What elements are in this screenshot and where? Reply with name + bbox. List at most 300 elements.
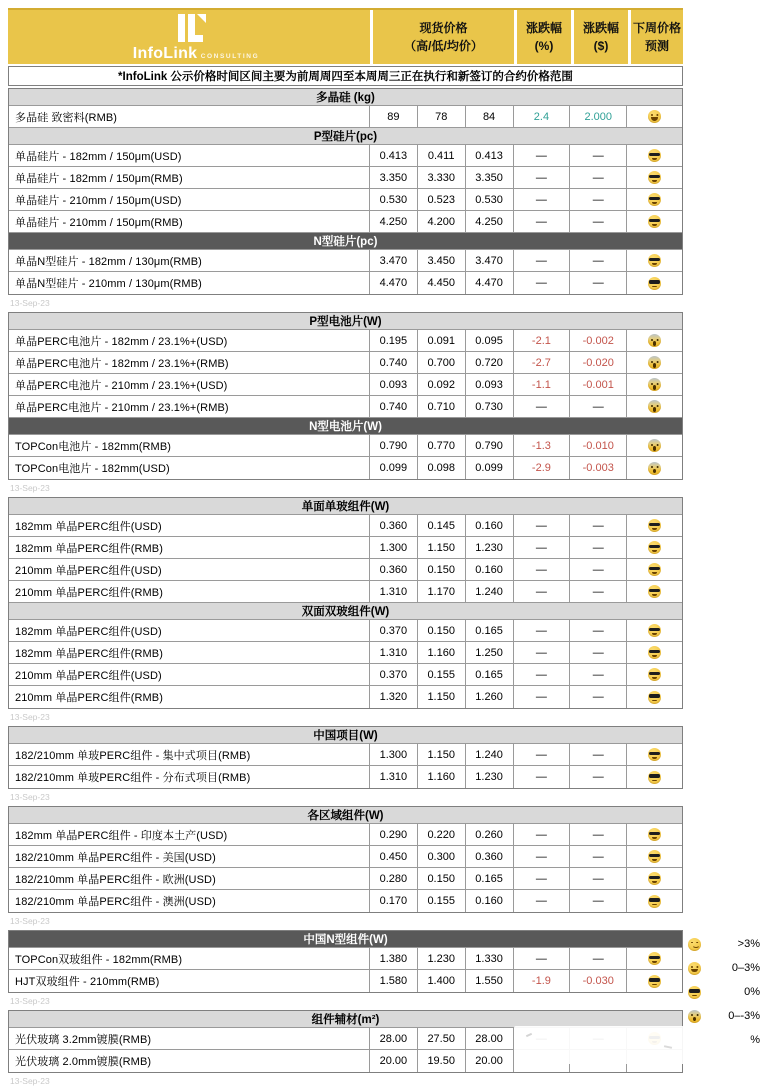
price-avg: 1.230: [466, 537, 514, 558]
emoji-cool-icon: [648, 771, 661, 784]
section-header: 各区域组件(W): [9, 807, 682, 824]
price-high: 0.790: [370, 435, 418, 456]
price-avg: 1.240: [466, 744, 514, 765]
change-abs: -0.030: [570, 970, 627, 992]
forecast-cell: [627, 846, 682, 867]
price-high: 0.530: [370, 189, 418, 210]
price-low: 4.450: [418, 272, 466, 294]
change-abs: -0.010: [570, 435, 627, 456]
table-row: [9, 846, 682, 868]
product-name: 182/210mm 单玻PERC组件 - 分布式项目(RMB): [9, 766, 370, 788]
change-abs: -0.020: [570, 352, 627, 373]
change-abs: —: [570, 948, 627, 969]
change-abs: —: [570, 664, 627, 685]
table-block-3: [8, 726, 683, 789]
price-low: 4.200: [418, 211, 466, 232]
price-avg: 1.240: [466, 581, 514, 602]
change-abs: —: [570, 766, 627, 788]
change-pct: —: [514, 167, 571, 188]
price-low: 3.330: [418, 167, 466, 188]
product-name: 单晶PERC电池片 - 182mm / 23.1%+(USD): [9, 330, 370, 351]
change-abs: —: [570, 559, 627, 580]
change-pct: —: [514, 890, 571, 912]
change-abs: —: [570, 686, 627, 708]
change-pct: -2.9: [514, 457, 571, 479]
emoji-cool-icon: [648, 975, 661, 988]
change-pct: —: [514, 766, 571, 788]
product-name: 单晶N型硅片 - 210mm / 130μm(RMB): [9, 272, 370, 294]
table-row: [9, 868, 682, 890]
product-name: 单晶硅片 - 210mm / 150μm(USD): [9, 189, 370, 210]
legend-item: [688, 980, 760, 1004]
change-pct: —: [514, 250, 571, 271]
section-header: P型硅片(pc): [9, 128, 682, 145]
emoji-scream-icon: [648, 334, 661, 347]
forecast-cell: [627, 106, 682, 127]
price-low: 0.091: [418, 330, 466, 351]
change-pct: —: [514, 537, 571, 558]
price-high: 0.413: [370, 145, 418, 166]
price-high: 0.360: [370, 515, 418, 536]
table-row: [9, 435, 682, 457]
price-low: 1.160: [418, 642, 466, 663]
price-low: 0.155: [418, 664, 466, 685]
change-abs: -0.001: [570, 374, 627, 395]
price-low: 0.092: [418, 374, 466, 395]
table-row: [9, 620, 682, 642]
emoji-grin-icon: [648, 110, 661, 123]
table-header: [8, 8, 683, 64]
section-header: N型电池片(W): [9, 418, 682, 435]
column-header-change-pct: 涨跌幅 (%): [514, 10, 571, 64]
change-abs: —: [570, 211, 627, 232]
emoji-cool-icon: [648, 193, 661, 206]
emoji-cool-icon: [648, 563, 661, 576]
legend-item: [688, 956, 760, 980]
product-name: 光伏玻璃 3.2mm镀膜(RMB): [9, 1028, 370, 1049]
price-high: 1.310: [370, 766, 418, 788]
emoji-cool-icon: [648, 828, 661, 841]
forecast-cell: [627, 868, 682, 889]
table-row: [9, 374, 682, 396]
change-abs: —: [570, 515, 627, 536]
price-high: 0.740: [370, 396, 418, 417]
legend-label: %: [750, 1034, 760, 1046]
price-avg: 0.790: [466, 435, 514, 456]
price-low: 0.700: [418, 352, 466, 373]
section-header: 单面单玻组件(W): [9, 498, 682, 515]
product-name: 210mm 单晶PERC组件(USD): [9, 664, 370, 685]
price-low: 1.230: [418, 948, 466, 969]
change-abs: —: [570, 167, 627, 188]
price-avg: 0.165: [466, 664, 514, 685]
price-avg: 1.230: [466, 766, 514, 788]
emoji-cool-icon: [648, 646, 661, 659]
price-low: 0.523: [418, 189, 466, 210]
table-blocks: [8, 88, 683, 1088]
price-low: 1.150: [418, 537, 466, 558]
price-avg: 0.099: [466, 457, 514, 479]
table-row: [9, 890, 682, 912]
price-avg: 0.730: [466, 396, 514, 417]
forecast-cell: [627, 824, 682, 845]
price-low: 78: [418, 106, 466, 127]
price-low: 0.770: [418, 435, 466, 456]
emoji-scream-icon: [648, 462, 661, 475]
table-row: [9, 396, 682, 418]
forecast-cell: [627, 620, 682, 641]
product-name: 182mm 单晶PERC组件(RMB): [9, 537, 370, 558]
change-pct: -2.7: [514, 352, 571, 373]
emoji-cool-icon: [648, 895, 661, 908]
emoji-scream-icon: [648, 400, 661, 413]
price-high: 0.280: [370, 868, 418, 889]
price-high: 0.093: [370, 374, 418, 395]
forecast-cell: [627, 457, 682, 479]
section-header: 中国N型组件(W): [9, 931, 682, 948]
price-avg: 3.350: [466, 167, 514, 188]
price-low: 0.220: [418, 824, 466, 845]
table-row: [9, 106, 682, 128]
price-low: 0.300: [418, 846, 466, 867]
infolink-logo-icon: [175, 11, 209, 45]
section-header: 组件辅材(m²): [9, 1011, 682, 1028]
price-low: 27.50: [418, 1028, 466, 1049]
forecast-cell: [627, 581, 682, 602]
price-avg: 0.093: [466, 374, 514, 395]
price-high: 20.00: [370, 1050, 418, 1072]
section-header: P型电池片(W): [9, 313, 682, 330]
change-pct: —: [514, 642, 571, 663]
emoji-cool-icon: [648, 519, 661, 532]
table-row: [9, 515, 682, 537]
product-name: 210mm 单晶PERC组件(RMB): [9, 581, 370, 602]
emoji-cool-icon: [688, 986, 701, 999]
logo: [8, 10, 370, 64]
change-abs: —: [570, 824, 627, 845]
forecast-cell: [627, 515, 682, 536]
price-avg: 84: [466, 106, 514, 127]
change-abs: —: [570, 396, 627, 417]
price-table: [8, 8, 683, 1088]
price-low: 1.150: [418, 686, 466, 708]
emoji-cool-icon: [648, 585, 661, 598]
forecast-cell: [627, 211, 682, 232]
price-low: 0.411: [418, 145, 466, 166]
forecast-cell: [627, 537, 682, 558]
change-pct: 2.4: [514, 106, 571, 127]
emoji-scream-icon: [648, 378, 661, 391]
price-high: 1.380: [370, 948, 418, 969]
table-block-4: [8, 806, 683, 913]
table-row: [9, 189, 682, 211]
price-high: 4.470: [370, 272, 418, 294]
change-abs: —: [570, 272, 627, 294]
product-name: 单晶PERC电池片 - 182mm / 23.1%+(RMB): [9, 352, 370, 373]
change-abs: -0.003: [570, 457, 627, 479]
price-high: 0.370: [370, 664, 418, 685]
date-watermark: 13-Sep-23: [10, 792, 50, 802]
change-pct: —: [514, 824, 571, 845]
price-avg: 1.550: [466, 970, 514, 992]
price-high: 4.250: [370, 211, 418, 232]
forecast-cell: [627, 664, 682, 685]
price-low: 0.150: [418, 620, 466, 641]
price-high: 1.310: [370, 581, 418, 602]
price-low: 1.400: [418, 970, 466, 992]
change-abs: —: [570, 145, 627, 166]
product-name: 210mm 单晶PERC组件(USD): [9, 559, 370, 580]
price-low: 1.170: [418, 581, 466, 602]
product-name: 182/210mm 单玻PERC组件 - 集中式项目(RMB): [9, 744, 370, 765]
table-row: [9, 642, 682, 664]
forecast-cell: [627, 890, 682, 912]
change-abs: —: [570, 868, 627, 889]
forecast-cell: [627, 559, 682, 580]
price-high: 3.350: [370, 167, 418, 188]
table-row: [9, 664, 682, 686]
change-pct: —: [514, 868, 571, 889]
forecast-cell: [627, 435, 682, 456]
table-row: [9, 352, 682, 374]
price-avg: 0.720: [466, 352, 514, 373]
price-high: 0.170: [370, 890, 418, 912]
price-avg: 1.330: [466, 948, 514, 969]
price-low: 19.50: [418, 1050, 466, 1072]
price-high: 0.360: [370, 559, 418, 580]
price-high: 0.370: [370, 620, 418, 641]
emoji-cool-icon: [648, 277, 661, 290]
price-avg: 0.160: [466, 890, 514, 912]
table-row: [9, 948, 682, 970]
change-pct: —: [514, 948, 571, 969]
price-low: 1.160: [418, 766, 466, 788]
forecast-cell: [627, 766, 682, 788]
table-row: [9, 824, 682, 846]
product-name: 单晶PERC电池片 - 210mm / 23.1%+(RMB): [9, 396, 370, 417]
change-pct: —: [514, 211, 571, 232]
legend-item: [688, 932, 760, 956]
price-low: 0.098: [418, 457, 466, 479]
product-name: 182mm 单晶PERC组件(USD): [9, 515, 370, 536]
product-name: HJT双玻组件 - 210mm(RMB): [9, 970, 370, 992]
change-pct: —: [514, 686, 571, 708]
change-pct: -1.1: [514, 374, 571, 395]
price-high: 1.580: [370, 970, 418, 992]
change-pct: -1.3: [514, 435, 571, 456]
change-abs: —: [570, 537, 627, 558]
price-avg: 20.00: [466, 1050, 514, 1072]
column-header-forecast: 下周价格 预测: [628, 10, 683, 64]
emoji-cool-icon: [648, 171, 661, 184]
emoji-cool-icon: [648, 624, 661, 637]
product-name: 182mm 单晶PERC组件(USD): [9, 620, 370, 641]
date-watermark: 13-Sep-23: [10, 298, 50, 308]
change-pct: —: [514, 272, 571, 294]
brand-subtitle: CONSULTING: [200, 53, 260, 60]
product-name: 182/210mm 单晶PERC组件 - 欧洲(USD): [9, 868, 370, 889]
change-pct: —: [514, 515, 571, 536]
price-avg: 0.165: [466, 868, 514, 889]
forecast-cell: [627, 330, 682, 351]
table-row: [9, 211, 682, 233]
product-name: 单晶N型硅片 - 182mm / 130μm(RMB): [9, 250, 370, 271]
price-low: 0.150: [418, 868, 466, 889]
column-header-change-abs: 涨跌幅 ($): [571, 10, 628, 64]
table-row: [9, 167, 682, 189]
change-pct: -2.1: [514, 330, 571, 351]
price-low: 0.145: [418, 515, 466, 536]
table-block-5: [8, 930, 683, 993]
forecast-cell: [627, 374, 682, 395]
emoji-cool-icon: [648, 952, 661, 965]
table-row: [9, 744, 682, 766]
emoji-grin-icon: [688, 962, 701, 975]
change-abs: —: [570, 744, 627, 765]
price-high: 3.470: [370, 250, 418, 271]
price-avg: 0.095: [466, 330, 514, 351]
emoji-cool-icon: [648, 872, 661, 885]
table-row: [9, 581, 682, 603]
emoji-cool-icon: [648, 254, 661, 267]
section-header: 双面双玻组件(W): [9, 603, 682, 620]
change-pct: —: [514, 396, 571, 417]
watermark-overlay: [514, 1026, 736, 1064]
price-avg: 28.00: [466, 1028, 514, 1049]
price-high: 1.300: [370, 537, 418, 558]
legend-label: >3%: [737, 938, 760, 950]
product-name: TOPCon电池片 - 182mm(RMB): [9, 435, 370, 456]
change-abs: —: [570, 189, 627, 210]
emoji-cool-icon: [648, 691, 661, 704]
forecast-cell: [627, 272, 682, 294]
forecast-cell: [627, 744, 682, 765]
forecast-cell: [627, 642, 682, 663]
price-avg: 0.360: [466, 846, 514, 867]
table-row: [9, 537, 682, 559]
change-pct: —: [514, 145, 571, 166]
legend-label: 0–3%: [731, 962, 760, 974]
price-avg: 4.250: [466, 211, 514, 232]
column-header-spot-price: 现货价格 （高/低/均价）: [370, 10, 514, 64]
price-avg: 0.260: [466, 824, 514, 845]
price-high: 0.290: [370, 824, 418, 845]
change-abs: —: [570, 846, 627, 867]
product-name: 多晶硅 致密料(RMB): [9, 106, 370, 127]
table-row: [9, 457, 682, 479]
emoji-scream-icon: [688, 1010, 701, 1023]
forecast-cell: [627, 396, 682, 417]
change-abs: —: [570, 890, 627, 912]
product-name: 182mm 单晶PERC组件(RMB): [9, 642, 370, 663]
date-watermark: 13-Sep-23: [10, 712, 50, 722]
price-high: 28.00: [370, 1028, 418, 1049]
price-range-note: *InfoLink 公示价格时间区间主要为前周周四至本周周三正在执行和新签订的合约价格范围: [8, 66, 683, 86]
price-low: 0.710: [418, 396, 466, 417]
forecast-cell: [627, 145, 682, 166]
table-row: [9, 250, 682, 272]
table-row: [9, 272, 682, 294]
date-watermark: 13-Sep-23: [10, 1076, 50, 1086]
table-row: [9, 330, 682, 352]
section-header: N型硅片(pc): [9, 233, 682, 250]
price-high: 89: [370, 106, 418, 127]
forecast-cell: [627, 189, 682, 210]
legend-label: 0%: [744, 986, 760, 998]
emoji-scream-icon: [648, 439, 661, 452]
price-avg: 1.250: [466, 642, 514, 663]
legend-item: [688, 1004, 760, 1028]
change-abs: —: [570, 642, 627, 663]
emoji-scream-icon: [648, 356, 661, 369]
emoji-cool-icon: [648, 850, 661, 863]
product-name: 182/210mm 单晶PERC组件 - 美国(USD): [9, 846, 370, 867]
price-low: 3.450: [418, 250, 466, 271]
emoji-smile-icon: [688, 938, 701, 951]
price-avg: 3.470: [466, 250, 514, 271]
product-name: 单晶PERC电池片 - 210mm / 23.1%+(USD): [9, 374, 370, 395]
product-name: TOPCon电池片 - 182mm(USD): [9, 457, 370, 479]
emoji-cool-icon: [648, 149, 661, 162]
date-watermark: 13-Sep-23: [10, 483, 50, 493]
section-header: 中国项目(W): [9, 727, 682, 744]
table-row: [9, 970, 682, 992]
legend-label: 0–-3%: [728, 1010, 760, 1022]
price-high: 0.450: [370, 846, 418, 867]
change-pct: —: [514, 846, 571, 867]
emoji-cool-icon: [648, 215, 661, 228]
emoji-cool-icon: [648, 748, 661, 761]
price-high: 0.099: [370, 457, 418, 479]
table-block-1: [8, 312, 683, 480]
change-pct: —: [514, 744, 571, 765]
price-high: 0.195: [370, 330, 418, 351]
price-avg: 0.160: [466, 515, 514, 536]
product-name: 单晶硅片 - 182mm / 150μm(RMB): [9, 167, 370, 188]
forecast-cell: [627, 948, 682, 969]
forecast-cell: [627, 167, 682, 188]
date-watermark: 13-Sep-23: [10, 996, 50, 1006]
price-avg: 0.413: [466, 145, 514, 166]
change-pct: —: [514, 620, 571, 641]
price-avg: 4.470: [466, 272, 514, 294]
brand-name: InfoLink: [132, 45, 198, 62]
price-high: 1.300: [370, 744, 418, 765]
table-row: [9, 686, 682, 708]
price-avg: 1.260: [466, 686, 514, 708]
change-abs: -0.002: [570, 330, 627, 351]
table-row: [9, 145, 682, 167]
change-abs: —: [570, 250, 627, 271]
forecast-cell: [627, 686, 682, 708]
product-name: 单晶硅片 - 210mm / 150μm(RMB): [9, 211, 370, 232]
emoji-cool-icon: [648, 668, 661, 681]
change-pct: —: [514, 559, 571, 580]
price-avg: 0.165: [466, 620, 514, 641]
change-abs: 2.000: [570, 106, 627, 127]
table-row: [9, 559, 682, 581]
date-watermark: 13-Sep-23: [10, 916, 50, 926]
product-name: 182/210mm 单晶PERC组件 - 澳洲(USD): [9, 890, 370, 912]
table-block-2: [8, 497, 683, 709]
forecast-cell: [627, 352, 682, 373]
forecast-cell: [627, 970, 682, 992]
table-row: [9, 766, 682, 788]
change-pct: —: [514, 581, 571, 602]
change-pct: —: [514, 189, 571, 210]
price-low: 0.155: [418, 890, 466, 912]
table-block-0: [8, 88, 683, 295]
